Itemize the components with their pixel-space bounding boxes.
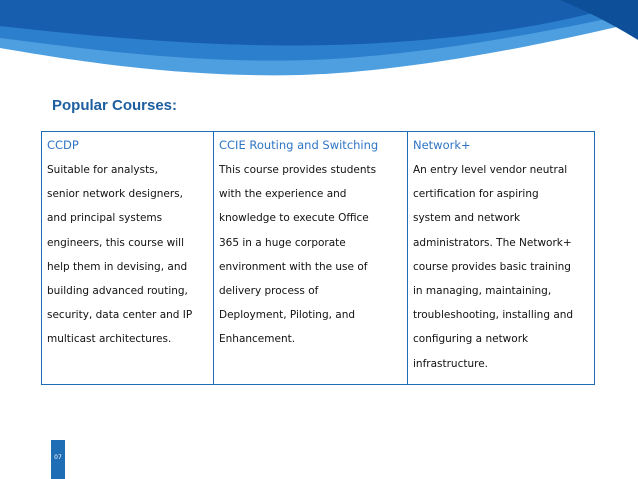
header-banner — [0, 0, 638, 80]
course-description: This course provides students with the experience and knowledge to execute Office 365 in a huge corporate environment with the use of delivery process of Deployment, Piloting, and Enhancement. — [219, 164, 377, 346]
courses-table — [41, 131, 595, 385]
course-title: Network+ — [413, 138, 471, 152]
page-number: 07 — [54, 454, 62, 461]
course-description: Suitable for analysts, senior network designers, and principal systems engineers, this course will help them in devising, and building advanced routing, security, data center and IP multicast architectures. — [47, 164, 193, 346]
course-title: CCIE Routing and Switching — [219, 138, 379, 152]
course-column-ccie — [213, 132, 407, 384]
course-column-ccdp — [42, 132, 213, 384]
course-title: CCDP — [47, 138, 79, 152]
course-column-network-plus — [407, 132, 594, 384]
section-heading: Popular Courses: — [52, 97, 178, 114]
course-description: An entry level vendor neutral certification for aspiring system and network administrators. The Network+ course provides basic training in managing, maintaining, troubleshooting, installing and configuring a network infrastructure. — [413, 164, 574, 370]
